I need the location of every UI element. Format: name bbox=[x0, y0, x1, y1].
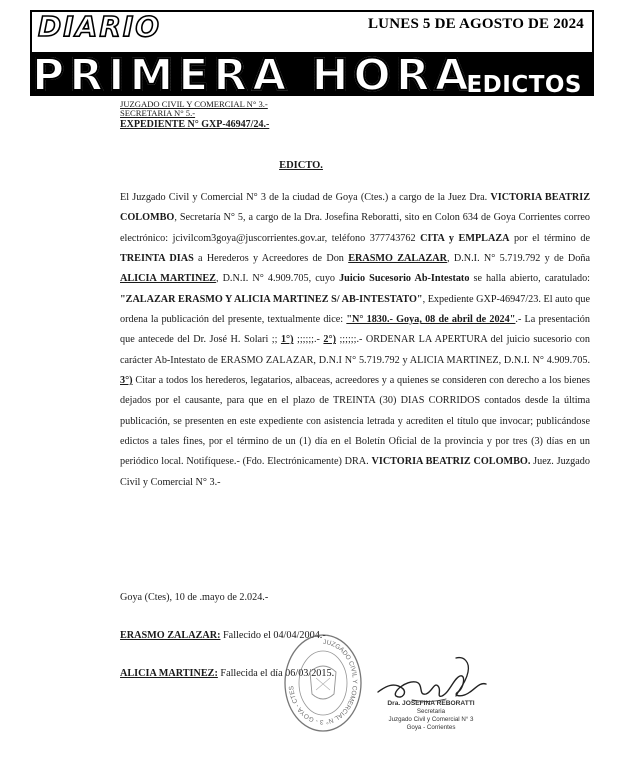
decedent-alicia: ALICIA MARTINEZ bbox=[120, 273, 216, 285]
logo-diario: DIARIO bbox=[38, 10, 162, 43]
stamp-court: Juzgado Civil y Comercial N° 3 bbox=[388, 716, 474, 723]
edicto-body: El Juzgado Civil y Comercial N° 3 de la ciudad de Goya (Ctes.) a cargo de la Juez Dra. VICTORIA BEATRIZ COLOMBO, Secretaría N° 5, a cargo de la Dra. Josefina Reboratti, sito en Colon 634 de Goya Corrientes correo electrónico: jcivilcom3goya@juscorrientes.gov.ar, teléfono 377743762 CITA y EMPLAZA por el término de TREINTA DIAS a Herederos y Acreedores de Don ERASMO ZALAZAR, D.N.I. N° 5.719.792 y de Doña ALICIA MARTINEZ, D.N.I. N° 4.909.705, cuyo Juicio Sucesorio Ab-Intestato se halla abierto, caratulado: "ZALAZAR ERASMO Y ALICIA MARTINEZ S/ AB-INTESTATO", Expediente GXP-46947/23. El auto que ordena la publicación del presente, textualmente dice: "N° 1830.- Goya, 08 de abril de 2024".- La presentación que antecede del Dr. José H. Solari ;; 1°) ;;;;;;.- 2°) ;;;;;;.- ORDENAR LA APERTURA del juicio sucesorio con carácter Ab-Intestato de ERASMO ZALAZAR, D.N.I N° 5.719.792 y ALICIA MARTINEZ, D.N.I. N° 4.909.705. 3°) Citar a todos los herederos, legatarios, albaceas, acreedores y a quienes se consideren con derecho a los bienes dejados por el causante, para que en el plazo de TREINTA (30) DIAS CORRIDOS contados desde la última publicación, se presenten en este expediente con asistencia letrada y acrediten el título que invocar; publicándose edictos a tales fines, por el término de un (1) día en el Boletín Oficial de la provincia y por tres (3) días en un periódico local. Notifíquese.- (Fdo. Electrónicamente) DRA. VICTORIA BEATRIZ COLOMBO. Juez. Juzgado Civil y Comercial N° 3.- bbox=[120, 192, 591, 488]
death-note-alicia: ALICIA MARTINEZ: Fallecida el día 06/03/2015. bbox=[120, 668, 335, 679]
judge-name: VICTORIA BEATRIZ COLOMBO bbox=[120, 192, 591, 224]
secretaria-line: SECRETARIA N° 5.- bbox=[120, 108, 196, 118]
decedent-erasmo: ERASMO ZALAZAR bbox=[348, 253, 448, 265]
document-header bbox=[120, 100, 269, 132]
svg-text:JUZGADO CIVIL Y COMERCIAL N° 3: JUZGADO CIVIL Y COMERCIAL N° 3 - GOYA - CTES bbox=[288, 638, 358, 726]
stamp-role: Secretaria bbox=[416, 708, 446, 715]
court-seal bbox=[282, 632, 364, 734]
edicto-title: EDICTO. bbox=[279, 160, 323, 171]
stamp-name: Dra. JOSEFINA REBORATTI bbox=[387, 700, 475, 707]
section-label: EDICTOS bbox=[466, 72, 582, 96]
expediente-line: EXPEDIENTE N° GXP-46947/24.- bbox=[120, 119, 270, 130]
issue-date: LUNES 5 DE AGOSTO DE 2024 bbox=[367, 16, 584, 32]
stamp-city: Goya - Corrientes bbox=[406, 724, 456, 731]
logo-primera-hora: PRIMERA HORA bbox=[32, 54, 474, 96]
dateline: Goya (Ctes), 10 de .mayo de 2.024.- bbox=[120, 592, 269, 603]
handwritten-signature bbox=[372, 652, 492, 706]
masthead-band bbox=[30, 54, 594, 96]
caratula: "ZALAZAR ERASMO Y ALICIA MARTINEZ S/ AB-INTESTATO" bbox=[120, 293, 423, 305]
secretary-stamp bbox=[356, 700, 506, 732]
death-note-erasmo: ERASMO ZALAZAR: Fallecido el 04/04/2004.- bbox=[120, 630, 326, 641]
court-line: JUZGADO CIVIL Y COMERCIAL N° 3.- bbox=[120, 99, 268, 109]
